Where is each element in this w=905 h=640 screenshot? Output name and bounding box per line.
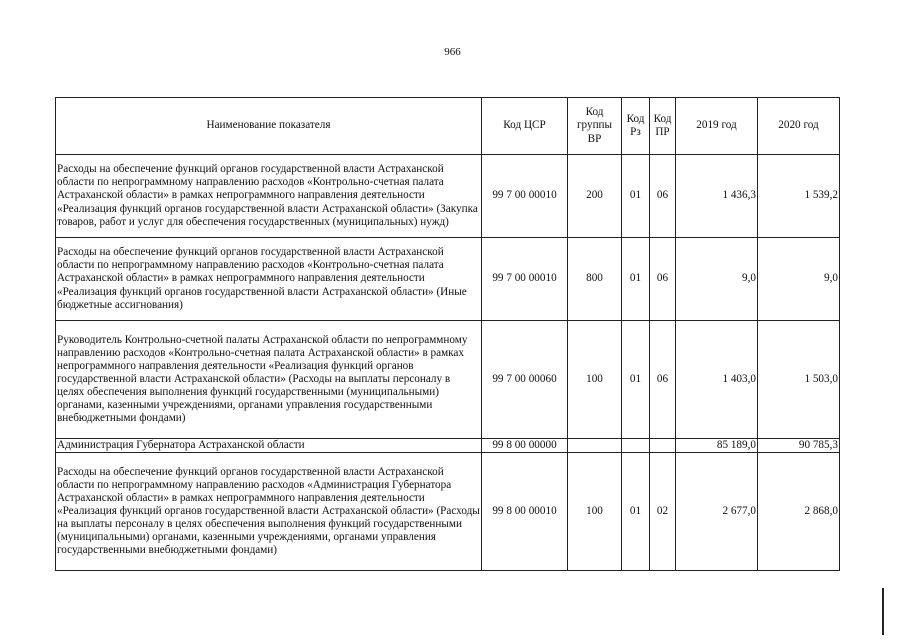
table-row [56, 238, 840, 321]
row-2020: 2 868,0 [758, 453, 840, 571]
table-row [56, 321, 840, 439]
row-pr: 02 [650, 453, 676, 571]
row-2019: 2 677,0 [676, 453, 758, 571]
table-header-row [56, 98, 840, 155]
row-vr: 100 [568, 321, 622, 439]
row-rz: 01 [622, 155, 650, 238]
header-2020: 2020 год [758, 98, 840, 155]
row-rz: 01 [622, 321, 650, 439]
row-2019: 9,0 [676, 238, 758, 321]
page-number: 966 [444, 46, 461, 58]
row-2020: 9,0 [758, 238, 840, 321]
row-pr: 06 [650, 238, 676, 321]
row-name: Расходы на обеспечение функций органов государственной власти Астраханской области по непрограммному направлению расходов «Контрольно-счетная палата Астраханской области» в рамках непрограммного направления деятельности «Реализация функций органов государственной власти Астраханской области» (Иные бюджетные ассигнования) [56, 238, 482, 321]
row-2020: 1 539,2 [758, 155, 840, 238]
row-vr [568, 439, 622, 453]
header-2019: 2019 год [676, 98, 758, 155]
row-vr: 800 [568, 238, 622, 321]
scan-edge-mark [882, 588, 884, 635]
table-row [56, 453, 840, 571]
header-pr: Код ПР [650, 98, 676, 155]
row-rz [622, 439, 650, 453]
row-name: Администрация Губернатора Астраханской области [56, 439, 482, 453]
row-rz: 01 [622, 453, 650, 571]
row-csr: 99 7 00 00010 [482, 155, 568, 238]
row-2020: 1 503,0 [758, 321, 840, 439]
table-row [56, 439, 840, 453]
row-rz: 01 [622, 238, 650, 321]
row-name: Руководитель Контрольно-счетной палаты Астраханской области по непрограммному направлению расходов «Контрольно-счетная палата Астраханской области» в рамках непрограммного направления деятельности «Реализация функций органов государственной власти Астраханской области» (Расходы на выплаты персоналу в целях обеспечения выполнения функций государственными (муниципальными) органами, казенными учреждениями, органами управления государственными внебюджетными фондами) [56, 321, 482, 439]
row-2019: 1 436,3 [676, 155, 758, 238]
row-csr: 99 8 00 00010 [482, 453, 568, 571]
header-rz: Код Рз [622, 98, 650, 155]
row-2020: 90 785,3 [758, 439, 840, 453]
header-vr: Код группы ВР [568, 98, 622, 155]
budget-table [55, 97, 840, 571]
row-name: Расходы на обеспечение функций органов государственной власти Астраханской области по непрограммному направлению расходов «Администрация Губернатора Астраханской области» в рамках непрограммного направления деятельности «Реализация функций органов государственной власти Астраханской области» (Расходы на выплаты персоналу в целях обеспечения выполнения функций государственными (муниципальными) органами, казенными учреждениями, органами управления государственными внебюджетными фондами) [56, 453, 482, 571]
row-vr: 100 [568, 453, 622, 571]
row-pr: 06 [650, 155, 676, 238]
row-name: Расходы на обеспечение функций органов государственной власти Астраханской области по непрограммному направлению расходов «Контрольно-счетная палата Астраханской области» в рамках непрограммного направления деятельности «Реализация функций органов государственной власти Астраханской области» (Закупка товаров, работ и услуг для обеспечения государственных (муниципальных) нужд) [56, 155, 482, 238]
row-2019: 1 403,0 [676, 321, 758, 439]
row-pr [650, 439, 676, 453]
row-vr: 200 [568, 155, 622, 238]
header-csr: Код ЦСР [482, 98, 568, 155]
row-2019: 85 189,0 [676, 439, 758, 453]
table-row [56, 155, 840, 238]
header-name: Наименование показателя [56, 98, 482, 155]
row-csr: 99 7 00 00060 [482, 321, 568, 439]
row-csr: 99 8 00 00000 [482, 439, 568, 453]
row-csr: 99 7 00 00010 [482, 238, 568, 321]
row-pr: 06 [650, 321, 676, 439]
